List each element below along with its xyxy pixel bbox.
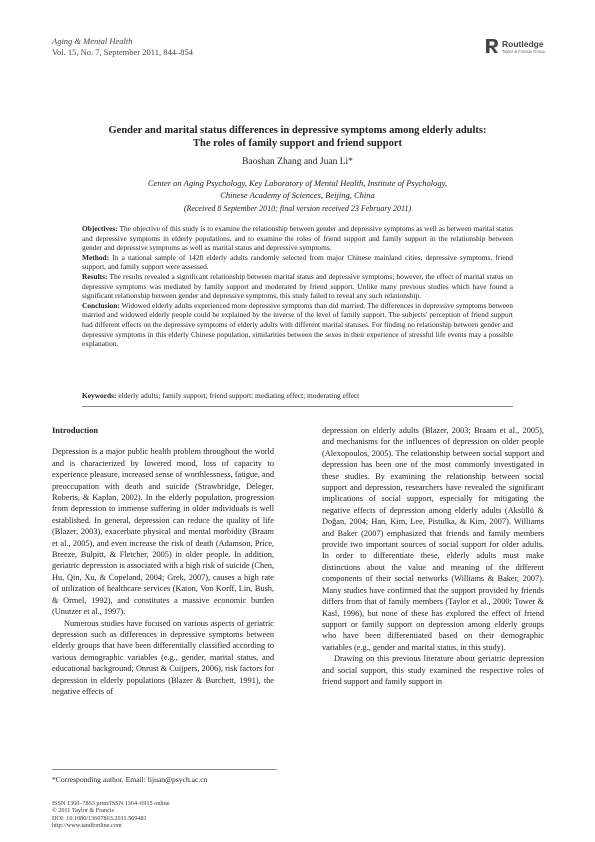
affiliation — [60, 178, 535, 201]
issn: ISSN 1360–7863 print/ISSN 1364–6915 online — [52, 800, 170, 807]
paragraph: Numerous studies have focused on various aspects of geriatric depression such as differences in depressive symptoms between elderly groups that have been differentially classified according to various demographic variables (e.g., gender, marital status, and educational background; Onrust & Cuijpers, 2006), risk factors for depression in elderly populations (Blazer & Burchett, 1991), the negative effects of — [52, 618, 274, 696]
keywords-label: Keywords: — [82, 391, 117, 400]
abstract-method — [82, 253, 513, 272]
journal-header — [52, 36, 193, 58]
journal-citation: Vol. 15, No. 7, September 2011, 844–854 — [52, 47, 193, 57]
abstract-divider — [82, 406, 513, 407]
method-label: Method: — [82, 252, 110, 262]
body-column-right — [322, 425, 544, 687]
affiliation-line-1: Center on Aging Psychology, Key Laboratory of Mental Health, Institute of Psychology, — [147, 178, 448, 188]
abstract-results — [82, 272, 513, 301]
title-line-1: Gender and marital status differences in depressive symptoms among elderly adults: — [108, 125, 487, 136]
paragraph: Drawing on this previous literature about geriatric depression and social support, this study examined the respective roles of friend support and family support in — [322, 654, 544, 686]
title-line-2: The roles of family support and friend support — [193, 138, 402, 149]
publisher-logo — [484, 38, 554, 62]
website-link[interactable]: http://www.tandfonline.com — [52, 822, 122, 830]
publication-info — [52, 800, 170, 830]
doi: DOI: 10.1080/13607863.2011.569481 — [52, 814, 147, 822]
affiliation-line-2: Chinese Academy of Sciences, Beijing, China — [220, 189, 375, 200]
objectives-text: The objective of this study is to examine the relationship between gender and depressive symptoms as well as between marital status and depressive symptoms in elderly populations, and to examine the roles of friend support and family support in the relationship between gender and depressive symptoms as well as marital status and depressive symptoms. — [82, 224, 514, 253]
routledge-logo-icon — [484, 38, 500, 54]
corresponding-author: *Corresponding author. Email: lijuan@psych.ac.cn — [52, 775, 208, 784]
journal-name: Aging & Mental Health — [52, 36, 133, 46]
results-label: Results: — [82, 271, 108, 281]
conclusion-text: Widowed elderly adults experienced more depressive symptoms than did married. The differences in depressive symptoms between married and widowed elderly people could be explained by the inverse of the level of family support. The subjects' perception of friend support had different effects on the depressive symptoms of elderly adults with different marital statuses. For finding no relationship between gender and depressive symptoms in this elderly Chinese population, similarities between the sexes in their experience of stressful life events may a possible explanation. — [82, 300, 513, 349]
objectives-label: Objectives: — [82, 224, 118, 233]
abstract — [82, 224, 513, 349]
article-title — [60, 124, 535, 150]
method-text: In a national sample of 1428 elderly adults randomly selected from major Chinese mainland cities, depressive symptoms, friend support, and family support were assessed. — [82, 252, 513, 272]
publisher-name: Routledge — [502, 39, 544, 49]
abstract-objectives — [82, 224, 513, 253]
publisher-tagline: Taylor & Francis Group — [502, 49, 545, 54]
abstract-conclusion — [82, 301, 513, 349]
keywords-text: elderly adults; family support; friend support; mediating effect; moderating effect — [118, 391, 360, 400]
paragraph: depression on elderly adults (Blazer, 2003; Braam et al., 2005), and mechanisms for the influences of depression on older people (Alexopoulos, 2005). The relationship between social support and depression has been one of the most commonly investigated in these studies. By examining the relationship between social support and depression, researchers have revealed the significant implications of social support, especially for mitigating the negative effects of depression among elderly adults (Aksüllü & Doğan, 2004; Han, Kim, Lee, Pistulka, & Kim, 2007). Williams and Baker (2007) emphasized that friends and family members provide two important sources of social support for older adults. In order to differentiate these, elderly adults must make distinctions about the value and meaning of the different components of their social networks (Williams & Baker, 2007). Many studies have confirmed that the support provided by friends differs from that of family members (Taylor et al., 2000; Tower & Kasl, 1996), but none of these has explored the effect of friend support or family support on depression among elderly groups who have been differentiated based on their demographic variables (e.g., gender and marital status, in this study). — [322, 426, 544, 652]
authors: Baoshan Zhang and Juan Li* — [242, 157, 353, 167]
keywords — [82, 391, 513, 400]
paragraph: Depression is a major public health problem throughout the world and is characterized by lowered mood, loss of capacity to experience pleasure, increased sense of worthlessness, fatigue, and preoccupation with death and suicide (Strawbridge, Deleger, Roberts, & Kaplan, 2002). In the elderly population, progression from depression to immense suffering in older individuals is well established. In general, depression can reduce the quality of life (Blazer, 2003), exacerbate physical and mental morbidity (Braam et al., 2005), and even increase the risk of death (Adamson, Price, Breeze, Bulpitt, & Fletcher, 2005) in older people. In addition, geriatric depression is associated with a high risk of suicide (Chen, Hu, Qin, Xu, & Copeland, 2004; Grek, 2007), causes a high rate of utilization of healthcare services (Katon, Von Korff, Lin, Bush, & Ormel, 1992), and constitutes a massive economic burden (Unutzer et al., 1997). — [52, 447, 274, 617]
body-column-left — [52, 425, 274, 697]
copyright: © 2011 Taylor & Francis — [52, 807, 115, 815]
received-dates: (Received 8 September 2010; final version received 23 February 2011) — [183, 204, 412, 213]
conclusion-label: Conclusion: — [82, 300, 120, 310]
section-heading: Introduction — [52, 425, 99, 435]
footnote-divider — [52, 769, 277, 770]
results-text: The results revealed a significant relationship between marital status and depressive symptoms; however, the effect of marital status on depressive symptoms was mediated by family support and moderated by friend support. Unlike many previous studies which have found a significant relationship between gender and depressive symptoms, this study failed to reveal any such relationship. — [82, 271, 514, 301]
